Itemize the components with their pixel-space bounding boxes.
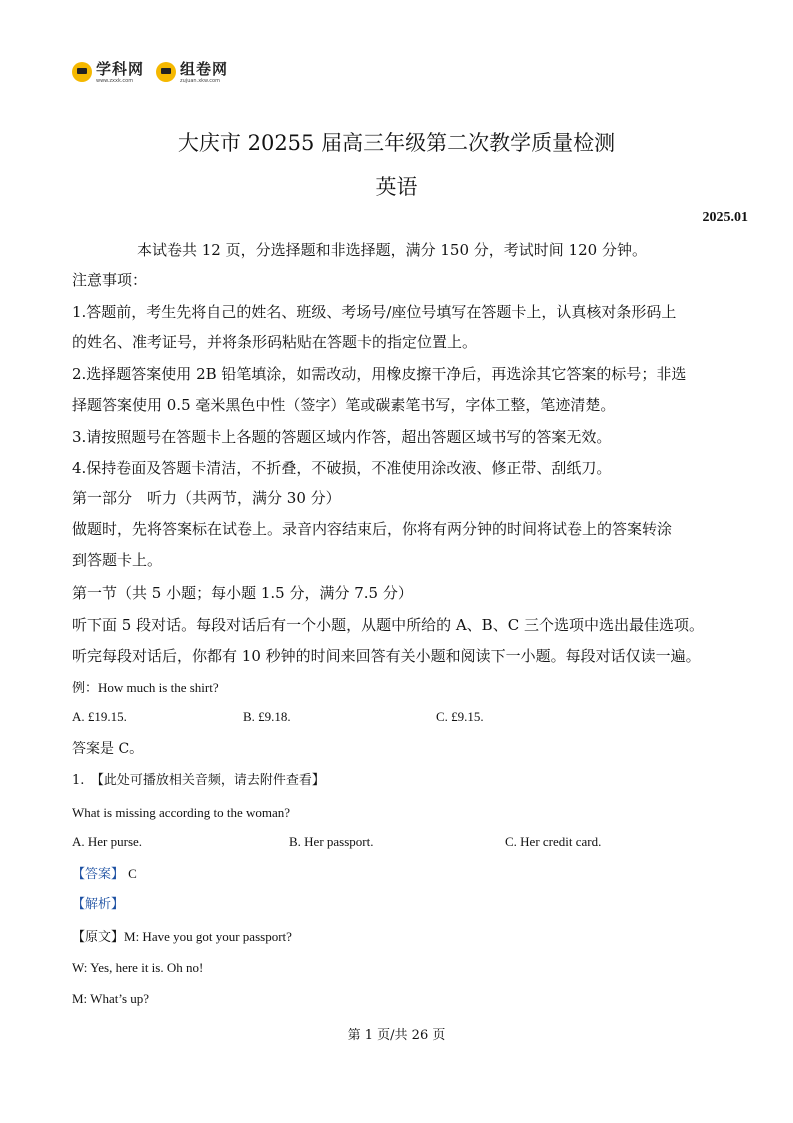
note-1-line-1: 1.答题前，考生先将自己的姓名、班级、考场号/座位号填写在答题卡上，认真核对条形码上 (72, 303, 677, 321)
exam-title: 大庆市 20255 届高三年级第二次教学质量检测 (177, 131, 616, 155)
header-logos (72, 60, 228, 84)
q1-answer-row (72, 864, 137, 885)
graduation-cap-icon (156, 62, 176, 82)
brand-name: 学科网 (96, 60, 145, 78)
example-question: 例：How much is the shirt? (72, 680, 219, 695)
example-option-a: A. £19.15. (72, 709, 127, 724)
page-footer: 第 1 页/共 26 页 (347, 1028, 446, 1043)
q1-answer: C (128, 866, 137, 881)
brand-xuekewang (72, 60, 144, 84)
q1-option-c: C. Her credit card. (505, 834, 602, 849)
exam-subject: 英语 (375, 175, 418, 199)
q1-label: 1. 【此处可播放相关音频，请去附件查看】 (72, 773, 325, 788)
brand-name: 组卷网 (180, 60, 229, 78)
part-1-instruction-line-1: 做题时，先将答案标在试卷上。录音内容结束后，你将有两分钟的时间将试卷上的答案转涂 (72, 520, 673, 538)
original-tag: 【原文】 (72, 930, 125, 945)
part-1-instruction-line-2: 到答题卡上。 (72, 551, 163, 569)
q1-question: What is missing according to the woman? (72, 805, 291, 820)
notes-heading: 注意事项： (72, 271, 148, 289)
brand-url: www.zxxk.com (96, 78, 134, 84)
exam-date: 2025.01 (702, 210, 748, 225)
transcript-text: M: Have you got your passport? (124, 929, 292, 944)
q1-transcript-line-2: W: Yes, here it is. Oh no! (72, 960, 204, 975)
note-3: 3.请按照题号在答题卡上各题的答题区域内作答，超出答题区域书写的答案无效。 (72, 428, 612, 446)
note-1-line-2: 的姓名、准考证号，并将条形码粘贴在答题卡的指定位置上。 (72, 333, 478, 351)
section-1-heading: 第一节（共 5 小题；每小题 1.5 分，满分 7.5 分） (72, 584, 413, 602)
intro-text: 本试卷共 12 页，分选择题和非选择题，满分 150 分，考试时间 120 分钟。 (137, 241, 647, 259)
brand-zujuanwang (156, 60, 228, 84)
section-1-instruction-line-1: 听下面 5 段对话。每段对话后有一个小题，从题中所给的 A、B、C 三个选项中选出最佳选项。 (72, 616, 704, 634)
answer-tag: 【答案】 (72, 867, 125, 882)
note-2-line-1: 2.选择题答案使用 2B 铅笔填涂，如需改动，用橡皮擦干净后，再选涂其它答案的标号；非选 (72, 365, 687, 383)
analysis-tag: 【解析】 (72, 897, 125, 912)
section-1-instruction-line-2: 听完每段对话后，你都有 10 秒钟的时间来回答有关小题和阅读下一小题。每段对话仅读一遍。 (72, 647, 701, 665)
part-1-heading: 第一部分 听力（共两节，满分 30 分） (72, 489, 341, 507)
example-answer: 答案是 C。 (72, 741, 144, 757)
q1-transcript-line-3: M: What’s up? (72, 991, 150, 1006)
example-option-b: B. £9.18. (243, 709, 291, 724)
q1-option-a: A. Her purse. (72, 834, 143, 849)
note-2-line-2: 择题答案使用 0.5 毫米黑色中性（签字）笔或碳素笔书写，字体工整，笔迹清楚。 (72, 396, 616, 414)
graduation-cap-icon (72, 62, 92, 82)
example-option-c: C. £9.15. (436, 709, 484, 724)
note-4: 4.保持卷面及答题卡清洁，不折叠，不破损，不准使用涂改液、修正带、刮纸刀。 (72, 459, 612, 477)
brand-url: zujuan.xkw.com (180, 78, 220, 84)
q1-transcript-line-1 (72, 927, 292, 948)
q1-option-b: B. Her passport. (289, 834, 374, 849)
